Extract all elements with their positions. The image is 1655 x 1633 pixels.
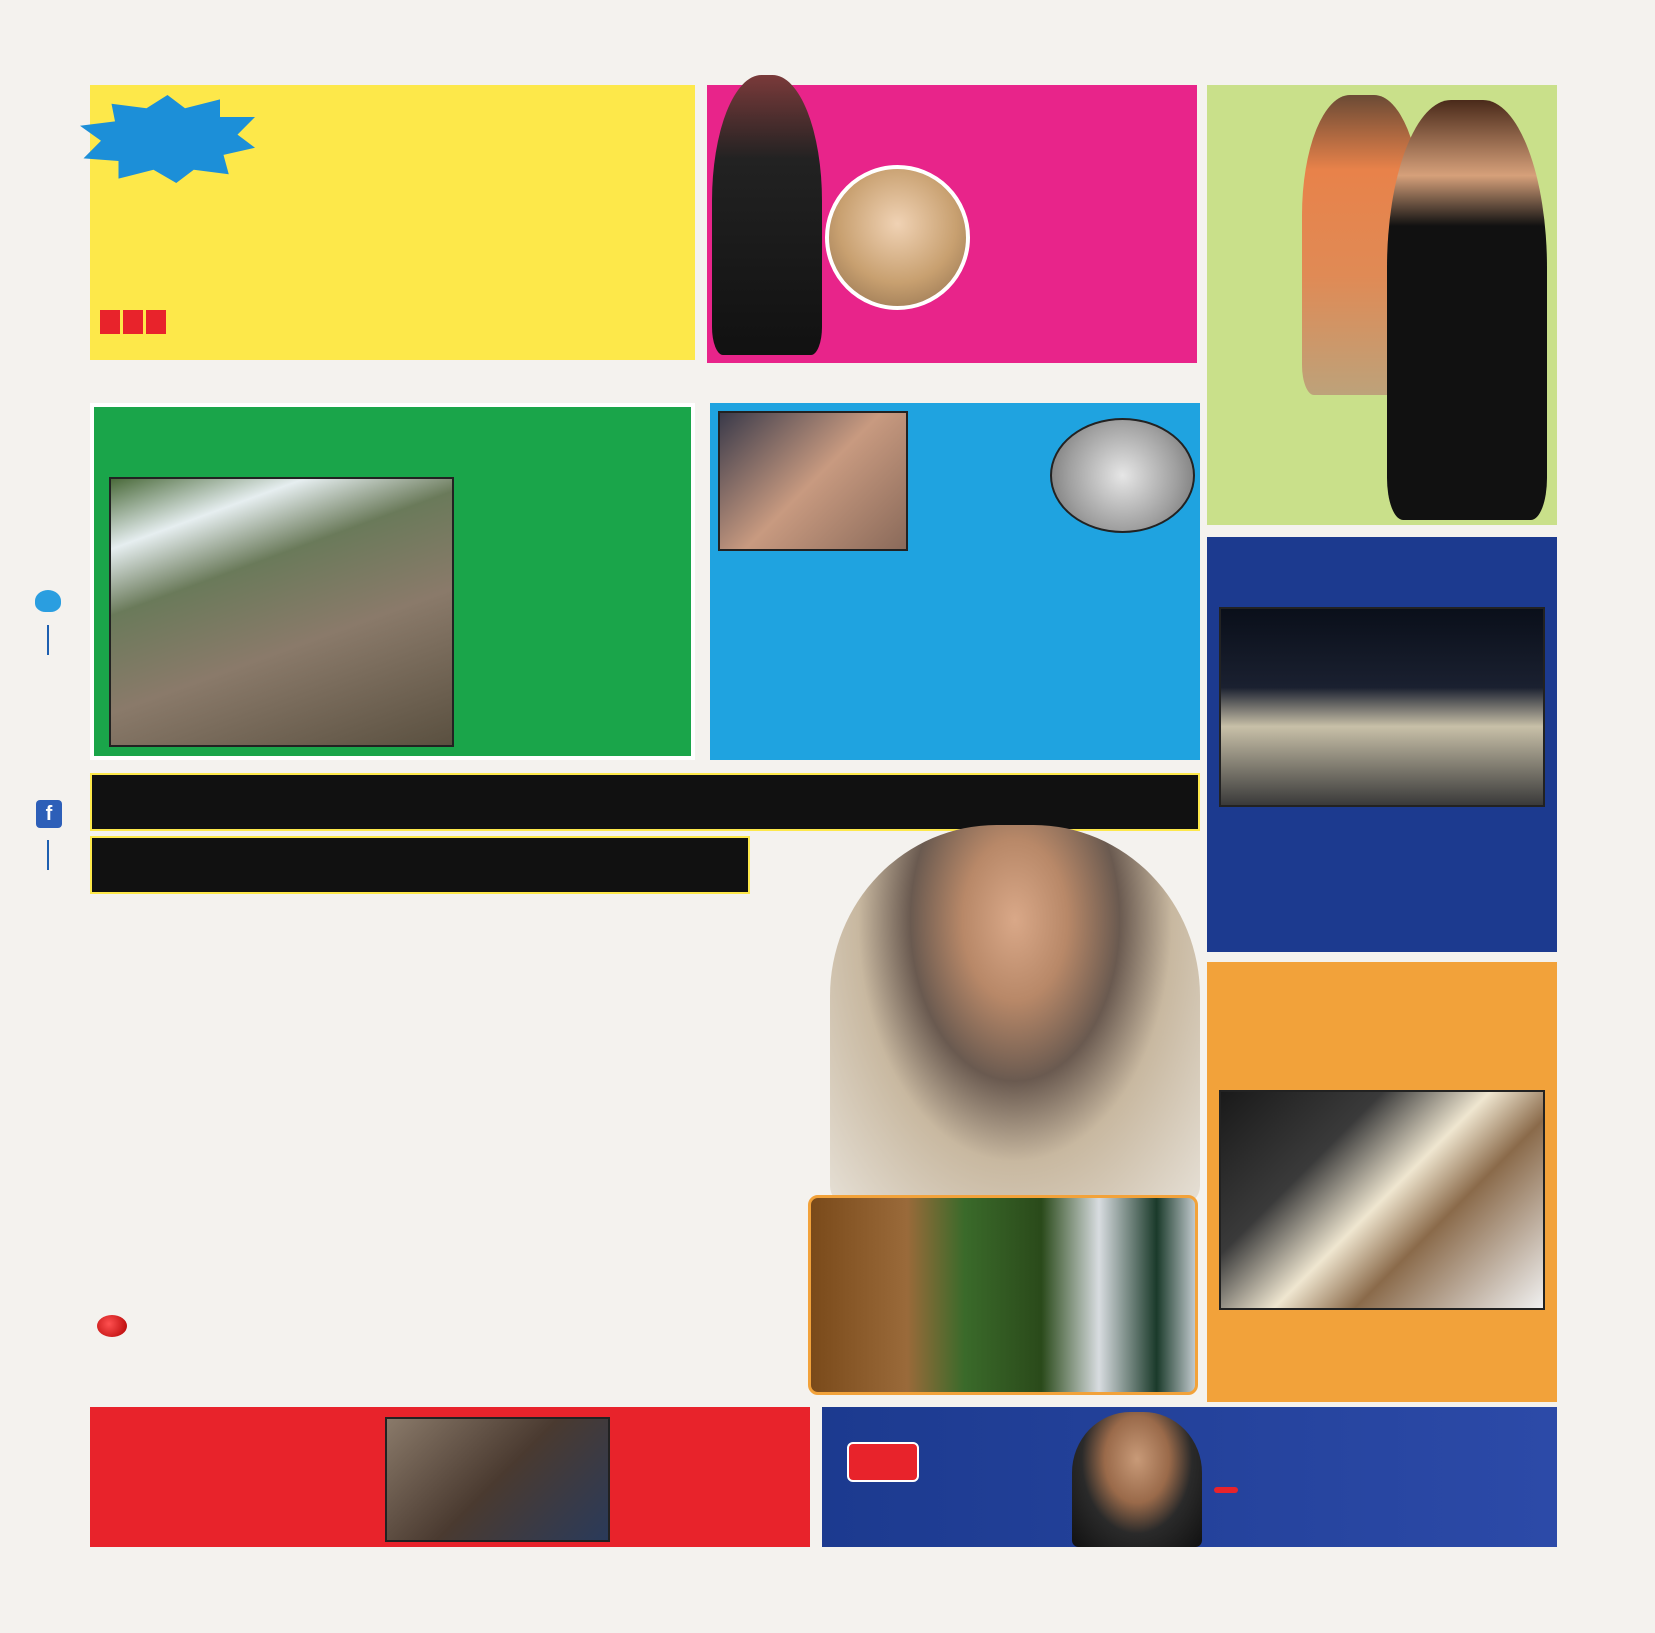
pbo-logo — [847, 1442, 919, 1482]
gripe-bar1 — [90, 773, 1200, 831]
woman-photo — [1387, 100, 1547, 520]
combi-photo — [1219, 607, 1545, 807]
host-photo — [1072, 1412, 1202, 1547]
terremoto-story[interactable] — [90, 1407, 810, 1547]
camion-story[interactable] — [90, 403, 695, 760]
nina-story[interactable] — [1207, 537, 1557, 952]
bullet-icon — [97, 1315, 127, 1337]
influencers-story[interactable] — [710, 403, 1200, 760]
twitter-icon — [35, 590, 61, 612]
susy-story[interactable] — [1207, 85, 1557, 525]
circle-portrait — [825, 165, 970, 310]
miss-peru-story[interactable] — [707, 85, 1197, 363]
radio-schedule — [1214, 1487, 1238, 1493]
adn-letter — [100, 310, 120, 334]
remedies-photo — [808, 1195, 1198, 1395]
sick-woman-photo — [830, 825, 1200, 1205]
woman-photo — [712, 75, 822, 355]
castillo-story[interactable] — [1207, 962, 1557, 1402]
adn-letter — [146, 310, 166, 334]
influencer-photo — [718, 411, 908, 551]
divider — [47, 840, 49, 870]
divider — [47, 625, 49, 655]
social-sidebar — [30, 420, 70, 1120]
facebook-icon: f — [36, 800, 62, 828]
rubble-photo — [385, 1417, 610, 1542]
adn-badge — [100, 310, 166, 334]
gripe-bar2 — [90, 836, 750, 894]
castillo-photo — [1219, 1090, 1545, 1310]
price-badge — [80, 95, 255, 183]
waterfall-photo — [109, 477, 454, 747]
calculator-photo — [1050, 418, 1195, 533]
masthead — [90, 85, 695, 360]
radio-ad[interactable] — [822, 1407, 1557, 1547]
adn-letter — [123, 310, 143, 334]
